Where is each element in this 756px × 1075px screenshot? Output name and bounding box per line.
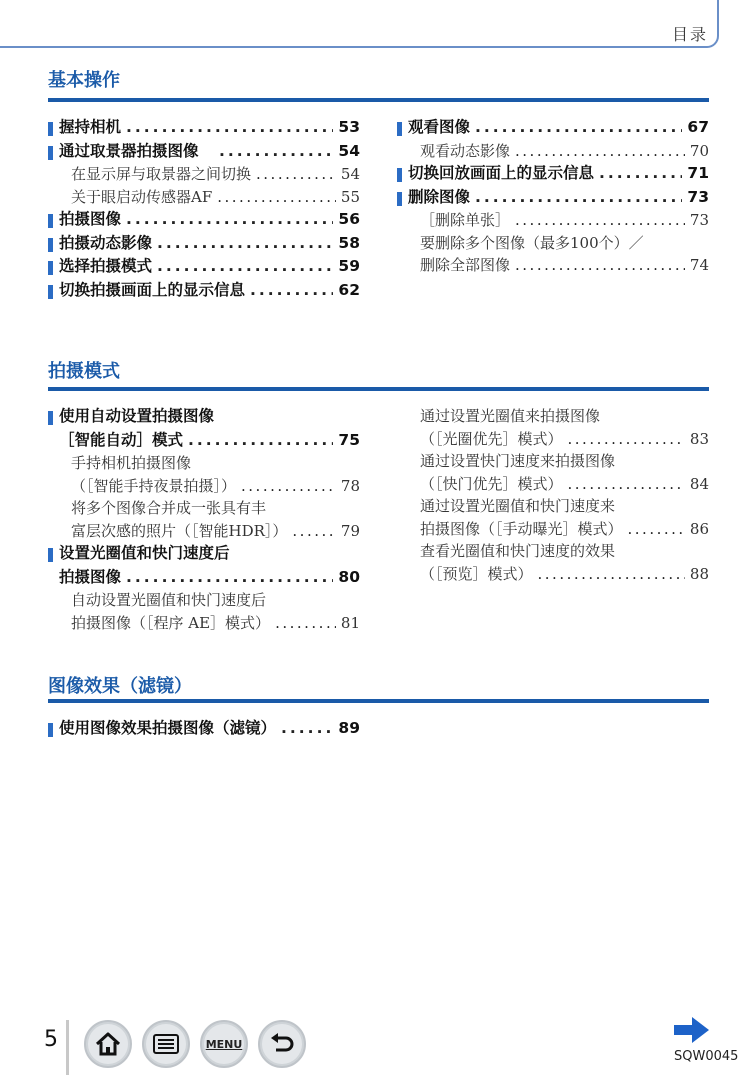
menu-icon: MENU: [205, 1037, 243, 1051]
toc-entry-label: 删除图像: [408, 187, 471, 206]
toc-entry-label: 查看光圈值和快门速度的效果: [420, 542, 616, 560]
toc-entry-label: 切换回放画面上的显示信息: [408, 164, 595, 182]
dot-leader: [292, 520, 336, 543]
toc-entry-label: 使用图像效果拍摄图像（滤镜）: [59, 719, 277, 737]
toc-page-number: 58: [338, 233, 360, 252]
toc-entry[interactable]: [48, 717, 360, 741]
toc-entry-label: 富层次感的照片（［智能HDR］）: [71, 521, 288, 540]
toc-entry-label: 拍摄图像: [59, 210, 122, 228]
toc-subentry[interactable]: [48, 520, 360, 543]
toc-entry-label: ［智能自动］模式: [59, 430, 184, 449]
toc-page-number: 86: [689, 519, 709, 538]
dot-leader: [538, 563, 685, 586]
dot-leader: [126, 566, 333, 590]
toc-entry-label: 观看动态影像: [420, 141, 511, 160]
home-button[interactable]: [84, 1020, 132, 1068]
toc-entry[interactable]: [397, 116, 709, 140]
toc-subentry[interactable]: [397, 540, 709, 563]
toc-entry-label: （［快门优先］模式）: [420, 474, 563, 493]
return-icon: [268, 1032, 296, 1056]
toc-page-number: 84: [689, 474, 709, 493]
section-title-basic: 基本操作: [48, 70, 120, 91]
toc-entry-label: 通过取景器拍摄图像: [59, 141, 215, 160]
toc-page-number: 53: [338, 118, 360, 136]
toc-entry-label: 要删除多个图像（最多100个）／: [420, 233, 644, 252]
dot-leader: [628, 518, 685, 541]
home-icon: [94, 1031, 122, 1057]
toc-entry-label: 选择拍摄模式: [59, 257, 153, 275]
toc-entry-label: 拍摄图像（［程序 AE］模式）: [71, 613, 271, 632]
toc-entry-label: 通过设置光圈值来拍摄图像: [420, 407, 601, 425]
dot-leader: [515, 209, 685, 232]
toc-entry-label: 删除全部图像: [420, 256, 511, 274]
toc-page-number: 89: [338, 719, 360, 737]
toc-page-number: 67: [687, 118, 709, 136]
dot-leader: [126, 208, 333, 232]
toc-subentry[interactable]: [397, 473, 709, 496]
toc-column-left: [48, 116, 360, 302]
toc-subentry[interactable]: [48, 452, 360, 475]
toc-entry[interactable]: [48, 232, 360, 256]
dot-leader: [219, 140, 333, 164]
toc-column-left: [48, 405, 360, 634]
toc-subentry[interactable]: [48, 186, 360, 209]
toc-page-number: 73: [687, 187, 709, 206]
toc-page-number: 71: [687, 164, 709, 182]
toc-page-number: 83: [689, 429, 709, 448]
dot-leader: [568, 428, 685, 451]
dot-leader: [281, 717, 333, 741]
toc-subentry[interactable]: [48, 163, 360, 186]
menu-button[interactable]: [200, 1020, 248, 1068]
toc-entry-label: 观看图像: [408, 118, 471, 136]
toc-page-number: 70: [689, 141, 709, 160]
toc-entry-label: 关于眼启动传感器AF: [71, 187, 213, 206]
page-number: 5: [44, 1027, 58, 1052]
footer-divider: [66, 1020, 69, 1075]
dot-leader: [515, 254, 685, 277]
toc-subentry[interactable]: [48, 475, 360, 498]
toc-entry[interactable]: [397, 186, 709, 210]
dot-leader: [515, 140, 685, 163]
section-title-shooting-modes: 拍摄模式: [48, 361, 120, 382]
toc-entry[interactable]: [48, 542, 360, 566]
toc-page-number: 75: [338, 430, 360, 449]
contents-button[interactable]: [142, 1020, 190, 1068]
toc-entry-label: 握持相机: [59, 118, 122, 136]
toc-entry-label: 设置光圈值和快门速度后: [59, 544, 230, 562]
dot-leader: [475, 186, 682, 210]
section-rule: [48, 387, 709, 391]
next-page-arrow-icon[interactable]: [674, 1016, 710, 1044]
toc-page-number: 62: [338, 280, 360, 299]
toc-entry[interactable]: [48, 405, 360, 429]
toc-subentry[interactable]: [397, 405, 709, 428]
toc-page-number: 88: [689, 564, 709, 583]
toc-entry[interactable]: [48, 255, 360, 279]
toc-subentry[interactable]: [397, 254, 709, 277]
toc-entry-label: 拍摄图像: [59, 567, 122, 586]
toc-entry-label: ［删除单张］: [420, 211, 511, 229]
toc-subentry[interactable]: [397, 563, 709, 586]
toc-page-number: 81: [340, 613, 360, 632]
toc-subentry[interactable]: [397, 140, 709, 163]
dot-leader: [568, 473, 685, 496]
toc-page-number: 55: [340, 187, 360, 206]
toc-page-number: 78: [340, 476, 360, 495]
toc-entry-label: （［智能手持夜景拍摄］）: [71, 476, 237, 495]
toc-entry-label: 在显示屏与取景器之间切换: [71, 165, 252, 183]
dot-leader: [157, 255, 333, 279]
toc-subentry[interactable]: [397, 209, 709, 232]
toc-entry[interactable]: [48, 208, 360, 232]
toc-page-number: 79: [340, 521, 360, 540]
toc-entry-label: 自动设置光圈值和快门速度后: [71, 591, 267, 609]
toc-column-left: [48, 717, 360, 741]
toc-subentry[interactable]: [397, 495, 709, 518]
toc-entry-label: 使用自动设置拍摄图像: [59, 407, 215, 425]
toc-entry[interactable]: [48, 429, 360, 453]
toc-page-number: 56: [338, 210, 360, 228]
toc-page-number: 80: [338, 567, 360, 586]
toc-entry[interactable]: [48, 140, 360, 164]
toc-subentry[interactable]: [397, 450, 709, 473]
dot-leader: [157, 232, 333, 256]
toc-page-number: 54: [338, 141, 360, 160]
toc-entry-label: （［光圈优先］模式）: [420, 429, 563, 448]
toc-entry-label: 将多个图像合并成一张具有丰: [71, 499, 267, 517]
toc-column-right: [397, 405, 709, 585]
toc-subentry[interactable]: [397, 518, 709, 541]
toc-entry-label: 拍摄图像（［手动曝光］模式）: [420, 519, 623, 538]
toc-entry[interactable]: [48, 566, 360, 590]
dot-leader: [126, 116, 333, 140]
toc-page-number: 59: [338, 257, 360, 275]
toc-column-right: [397, 116, 709, 277]
dot-leader: [188, 429, 333, 453]
toc-entry[interactable]: [48, 279, 360, 303]
toc-entry-label: 手持相机拍摄图像: [71, 454, 192, 472]
toc-subentry[interactable]: [397, 428, 709, 451]
toc-entry-label: 拍摄动态影像: [59, 233, 153, 252]
section-title-image-effects: 图像效果（滤镜）: [48, 676, 192, 697]
dot-leader: [475, 116, 682, 140]
page-header-frame: [0, 0, 719, 48]
dot-leader: [217, 186, 336, 209]
toc-subentry[interactable]: [48, 497, 360, 520]
toc-entry-label: 通过设置光圈值和快门速度来: [420, 497, 616, 515]
toc-entry[interactable]: [397, 162, 709, 186]
section-rule: [48, 699, 709, 703]
contents-list-icon: [152, 1033, 180, 1055]
dot-leader: [256, 163, 336, 186]
section-rule: [48, 98, 709, 102]
toc-page-number: 54: [340, 165, 360, 183]
toc-page-number: 74: [689, 256, 709, 274]
toc-entry-label: 通过设置快门速度来拍摄图像: [420, 452, 616, 470]
toc-entry-label: （［预览］模式）: [420, 564, 533, 583]
dot-leader: [599, 162, 682, 186]
toc-entry[interactable]: [48, 116, 360, 140]
toc-tab[interactable]: 目录: [671, 25, 708, 44]
toc-page-number: 73: [689, 211, 709, 229]
toc-entry-label: 切换拍摄画面上的显示信息: [59, 280, 246, 299]
toc-subentry[interactable]: [48, 589, 360, 612]
dot-leader: [250, 279, 333, 303]
document-code: SQW0045: [674, 1049, 739, 1064]
dot-leader: [241, 475, 336, 498]
return-button[interactable]: [258, 1020, 306, 1068]
dot-leader: [275, 612, 336, 635]
toc-subentry[interactable]: [397, 232, 709, 255]
toc-subentry[interactable]: [48, 612, 360, 635]
